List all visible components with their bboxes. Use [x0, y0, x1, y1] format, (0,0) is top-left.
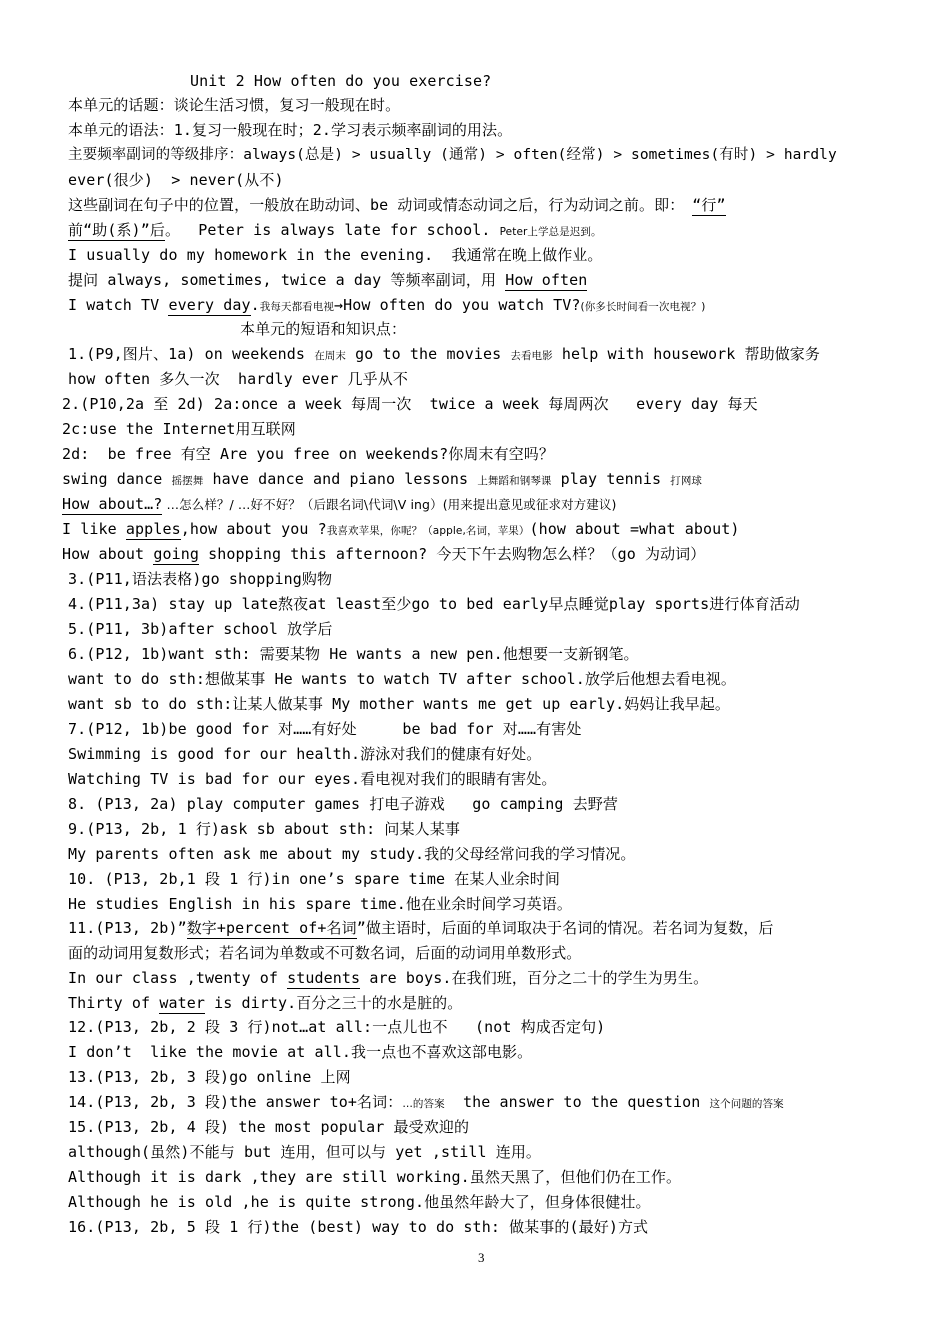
- small-note: 在周末: [314, 350, 346, 362]
- text: In our class ,twenty of: [68, 969, 288, 987]
- text: ”做主语时，后面的单词取决于名词的情况。若名词为复数，后: [356, 919, 774, 937]
- text: →How often do you watch TV?: [333, 296, 581, 314]
- text: swing dance: [62, 470, 172, 488]
- underlined-text: every day: [168, 296, 251, 314]
- section-heading: 本单元的短语和知识点：: [240, 320, 407, 338]
- small-note: 这个问题的答案: [709, 1098, 784, 1110]
- item-line: [68, 343, 820, 367]
- text: Thirty of: [68, 994, 160, 1012]
- text: (how about =what about): [529, 520, 740, 538]
- item-line: 2d: be free 有空 Are you free on weekends?你周末有空吗？: [62, 445, 555, 463]
- item-line: 5.(P11, 3b)after school 放学后: [68, 620, 333, 638]
- unit-title: Unit 2 How often do you exercise?: [190, 72, 492, 90]
- item-line: 3.(P11,语法表格)go shopping购物: [68, 570, 333, 588]
- small-note: 上舞蹈和钢琴课: [477, 475, 552, 487]
- item-line: 2c:use the Internet用互联网: [62, 420, 296, 438]
- item-line: I don’t like the movie at all.我一点也不喜欢这部电影。: [68, 1043, 533, 1061]
- item-line: how often 多久一次 hardly ever 几乎从不: [68, 370, 408, 388]
- small-note: 我喜欢苹果，你呢？（apple,名词，苹果）: [326, 525, 530, 537]
- item-line: want to do sth:想做某事 He wants to watch TV after school.放学后他想去看电视。: [68, 670, 736, 688]
- item-line: [62, 493, 616, 516]
- small-note: 去看电影: [510, 350, 553, 362]
- text: 14.(P13, 2b, 3 段)the answer to+名词：: [68, 1093, 403, 1111]
- text: go to the movies: [346, 345, 511, 363]
- adverb-position-line: [68, 219, 602, 243]
- note-text: …怎么样？/ …好不好？（后跟名词\代词\V ing）(用来提出意见或征求对方建议): [162, 497, 617, 512]
- text: shopping this afternoon: [198, 545, 419, 563]
- page-number: 3: [478, 1250, 485, 1265]
- text: I watch TV: [68, 296, 169, 314]
- text: 提问 always, sometimes, twice a day 等频率副词，用: [68, 271, 506, 289]
- text: .: [250, 296, 260, 314]
- item-line: 4.(P11,3a) stay up late熬夜at least至少go to bed early早点睡觉play sports进行体育活动: [68, 595, 800, 613]
- underlined-text: going: [153, 545, 199, 563]
- item-line: 15.(P13, 2b, 4 段) the most popular 最受欢迎的: [68, 1118, 470, 1136]
- item-line: 面的动词用复数形式；若名词为单数或不可数名词，后面的动词用单数形式。: [68, 944, 582, 962]
- item-line: [68, 1091, 784, 1115]
- item-line: [62, 518, 740, 542]
- item-line: 7.(P12, 1b)be good for 对……有好处 be bad for 对……有害处: [68, 720, 582, 738]
- item-line: 8. (P13, 2a) play computer games 打电子游戏 go camping 去野营: [68, 795, 618, 813]
- item-line: Watching TV is bad for our eyes.看电视对我们的眼睛有害处。: [68, 770, 557, 788]
- frequency-ranking-line: 主要频率副词的等级排序：always(总是) > usually (通常) > often(经常) > sometimes(有时) > hardly: [68, 147, 837, 163]
- item-line: 12.(P13, 2b, 2 段 3 行)not…at all:一点儿也不 (not 构成否定句): [68, 1018, 606, 1036]
- example-line: I usually do my homework in the evening. 我通常在晚上做作业。: [68, 246, 603, 264]
- item-line: 13.(P13, 2b, 3 段)go online 上网: [68, 1068, 351, 1086]
- question-line: [68, 269, 587, 291]
- item-line: He studies English in his spare time.他在业余时间学习英语。: [68, 895, 572, 913]
- text: 。 Peter is always late for school.: [164, 221, 491, 239]
- small-note: 打网球: [670, 475, 703, 487]
- underlined-text: 数字+percent of+名词: [186, 919, 357, 937]
- text: are boys.在我们班，百分之二十的学生为男生。: [360, 969, 709, 987]
- small-note: 我每天都看电视: [259, 301, 334, 313]
- item-line: [68, 917, 774, 939]
- item-line: Although it is dark ,they are still working.虽然天黑了，但他们仍在工作。: [68, 1168, 682, 1186]
- underlined-text: students: [287, 969, 361, 987]
- text: have dance and piano lessons: [203, 470, 478, 488]
- topic-line: 本单元的话题：谈论生活习惯，复习一般现在时。: [68, 96, 401, 114]
- item-line: [68, 992, 462, 1014]
- item-line: 2.(P10,2a 至 2d) 2a:once a week 每周一次 twice a week 每周两次 every day 每天: [62, 395, 758, 413]
- small-note: (你多长时间看一次电视？): [580, 301, 706, 313]
- item-line: 9.(P13, 2b, 1 行)ask sb about sth: 问某人某事: [68, 820, 460, 838]
- underlined-text: How often: [505, 271, 588, 289]
- frequency-ranking-line: ever(很少) > never(从不): [68, 171, 284, 189]
- underlined-text: apples: [125, 520, 181, 538]
- small-note: …的答案: [402, 1098, 445, 1110]
- example-line: [68, 294, 706, 318]
- text: ,how about you ?: [180, 520, 327, 538]
- item-line: [68, 967, 708, 989]
- underlined-text: How about…?: [62, 495, 163, 513]
- text: 11.(P13, 2b)”: [68, 919, 187, 937]
- underlined-text: water: [159, 994, 205, 1012]
- small-note: Peter上学总是迟到。: [499, 226, 602, 238]
- item-line: [62, 468, 702, 492]
- underlined-text: “行”: [692, 196, 726, 214]
- item-line: 6.(P12, 1b)want sth: 需要某物 He wants a new pen.他想要一支新钢笔。: [68, 645, 639, 663]
- item-line: want sb to do sth:让某人做某事 My mother wants me get up early.妈妈让我早起。: [68, 695, 730, 713]
- item-line: My parents often ask me about my study.我的父母经常问我的学习情况。: [68, 845, 636, 863]
- item-line: 10. (P13, 2b,1 段 1 行)in one’s spare time 在某人业余时间: [68, 870, 561, 888]
- text: 1.(P9,图片、1a) on weekends: [68, 345, 315, 363]
- text: play tennis: [551, 470, 671, 488]
- text: help with housework 帮助做家务: [552, 345, 821, 363]
- item-line: although(虽然)不能与 but 连用，但可以与 yet ,still 连用。: [68, 1143, 542, 1161]
- text: I like: [62, 520, 126, 538]
- text: ? 今天下午去购物怎么样？（go 为动词）: [418, 545, 706, 563]
- underlined-text: 前“助(系)”后: [68, 221, 165, 239]
- item-line: 16.(P13, 2b, 5 段 1 行)the (best) way to do sth: 做某事的(最好)方式: [68, 1218, 649, 1236]
- small-note: 摇摆舞: [171, 475, 204, 487]
- item-line: Swimming is good for our health.游泳对我们的健康有好处。: [68, 745, 542, 763]
- item-line: Although he is old ,he is quite strong.他虽然年龄大了，但身体很健壮。: [68, 1193, 651, 1211]
- grammar-line: 本单元的语法：1.复习一般现在时；2.学习表示频率副词的用法。: [68, 121, 513, 139]
- text: the answer to the question: [444, 1093, 710, 1111]
- adverb-position-line: [68, 194, 726, 216]
- text: is dirty.百分之三十的水是脏的。: [204, 994, 463, 1012]
- item-line: [62, 543, 705, 565]
- text: 这些副词在句子中的位置，一般放在助动词、be 动词或情态动词之后，行为动词之前。即：: [68, 196, 685, 214]
- text: How about: [62, 545, 154, 563]
